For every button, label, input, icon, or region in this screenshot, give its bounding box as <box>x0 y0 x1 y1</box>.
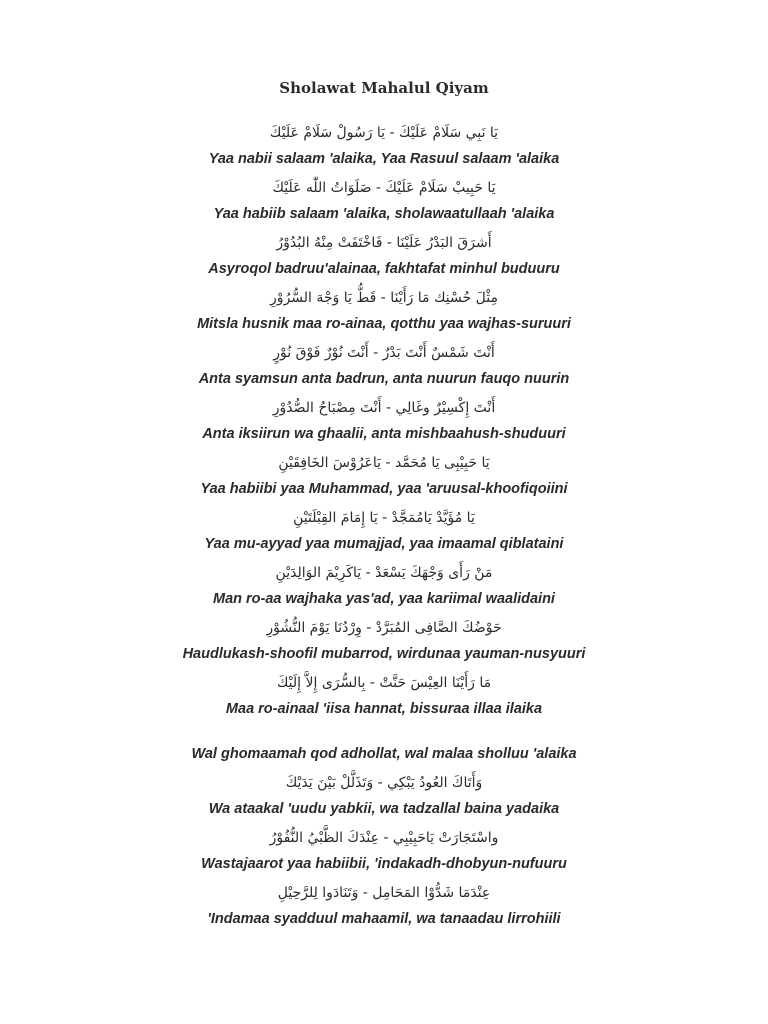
verse-1 <box>0 121 768 169</box>
arabic-line: يَا حَبِيْبِى يَا مُحَمَّد - يَاعَرُوْسَ الخَافِقَيْنِ <box>278 455 490 471</box>
verse-7 <box>0 451 768 499</box>
arabic-line: حَوْضُكَ الصَّافِى المُبَرَّدْ - وِرْدُنَا يَوْمَ النُّشُوْرِ <box>266 620 502 636</box>
arabic-line: يَا حَبِيبْ سَلَامْ عَلَيْكَ - صَلَوَاتُ اللّٰه عَلَيْكَ <box>272 180 496 196</box>
arabic-line: أَشرَقَ البَدْرُ عَلَيْنَا - فَاخْتَفَتْ مِنْهُ البُدُوْرُ <box>276 235 492 251</box>
verse-8 <box>0 506 768 554</box>
verse-14 <box>0 881 768 929</box>
arabic-line: مَا رَأَيْنَا العِيْسَ حَنَّتْ - بِالسُّرَى إِلاَّ إِلَيْكَ <box>276 675 492 691</box>
arabic-line: واسْتَجَارَتْ يَاحَبِيْبِي - عِنْدَكَ الظَّبْيُ النُّفُوْرُ <box>269 830 499 846</box>
verse-10 <box>0 616 768 664</box>
verse-3 <box>0 231 768 279</box>
arabic-line: وَأَتَاكَ العُودُ يَبْكِي - وَتَذَلَّلْ بَيْنَ يَدَيْكَ <box>285 775 483 791</box>
arabic-line: أَنْتَ إِكْسِيْرٌ وغَالِي - أَنْتَ مِصْبَاحُ الصُّدُوْرِ <box>272 400 496 416</box>
verse-4 <box>0 286 768 334</box>
arabic-line: مَنْ رَأَى وَجْهَكَ يَسْعَدْ - يَاكَرِيْمَ الوَالِدَيْنِ <box>275 565 493 581</box>
transliteration-line: Mitsla husnik maa ro-ainaa, qotthu yaa wajhas-suruuri <box>197 316 571 332</box>
transliteration-line: Yaa habiib salaam 'alaika, sholawaatullaah 'alaika <box>213 206 555 222</box>
transliteration-line: Anta iksiirun wa ghaalii, anta mishbaahush-shuduuri <box>202 426 566 442</box>
transliteration-line: Maa ro-ainaal 'iisa hannat, bissuraa illaa ilaika <box>225 701 543 717</box>
transliteration-line: Wastajaarot yaa habiibii, 'indakadh-dhobyun-nufuuru <box>201 856 567 872</box>
transliteration-line: Asyroqol badruu'alainaa, fakhtafat minhul buduuru <box>208 261 560 277</box>
transliteration-line: Man ro-aa wajhaka yas'ad, yaa kariimal waalidaini <box>213 591 555 607</box>
page-title: Sholawat Mahalul Qiyam <box>279 79 489 97</box>
transliteration-line: 'Indamaa syadduul mahaamil, wa tanaadau lirrohiili <box>207 911 561 927</box>
verse-12 <box>0 771 768 819</box>
verse-5 <box>0 341 768 389</box>
arabic-line: يَا نَبِي سَلَامْ عَلَيْكَ - يَا رَسُولْ سَلَامْ عَلَيْكَ <box>269 125 499 141</box>
arabic-line: مِثْلَ حُسْنِك مَا رَأَيْنَا - قَطُّ يَا وَجْهَ السُّرُوْرِ <box>270 290 498 306</box>
transliteration-line: Yaa habiibi yaa Muhammad, yaa 'aruusal-khoofiqoiini <box>200 481 568 497</box>
transliteration-line-solo: Wal ghomaamah qod adhollat, wal malaa sholluu 'alaika <box>191 746 577 762</box>
verse-13 <box>0 826 768 874</box>
arabic-line: أَنْتَ شَمْسٌ أَنْتَ بَدْرٌ - أَنْتَ نُوْرٌ فَوْقَ نُوْرٍ <box>273 345 495 361</box>
verse-6 <box>0 396 768 444</box>
transliteration-line: Wa ataakal 'uudu yabkii, wa tadzallal baina yadaika <box>208 801 560 817</box>
verse-9 <box>0 561 768 609</box>
verse-2 <box>0 176 768 224</box>
transliteration-line: Yaa mu-ayyad yaa mumajjad, yaa imaamal qiblataini <box>204 536 564 552</box>
arabic-line: عِنْدَمَا شَدُّوْا المَحَامِل - وَتَنَادَوا لِلرَّحِيْلِ <box>277 885 491 901</box>
transliteration-line: Yaa nabii salaam 'alaika, Yaa Rasuul salaam 'alaika <box>208 151 560 167</box>
verse-11 <box>0 671 768 719</box>
transliteration-line: Anta syamsun anta badrun, anta nuurun fauqo nuurin <box>198 371 570 387</box>
arabic-line: يَا مُؤَيَّدْ يَامُمَجَّدْ - يَا إِمَامَ القِبْلَتَيْنِ <box>293 510 475 526</box>
transliteration-line: Haudlukash-shoofil mubarrod, wirdunaa yauman-nusyuuri <box>182 646 586 662</box>
